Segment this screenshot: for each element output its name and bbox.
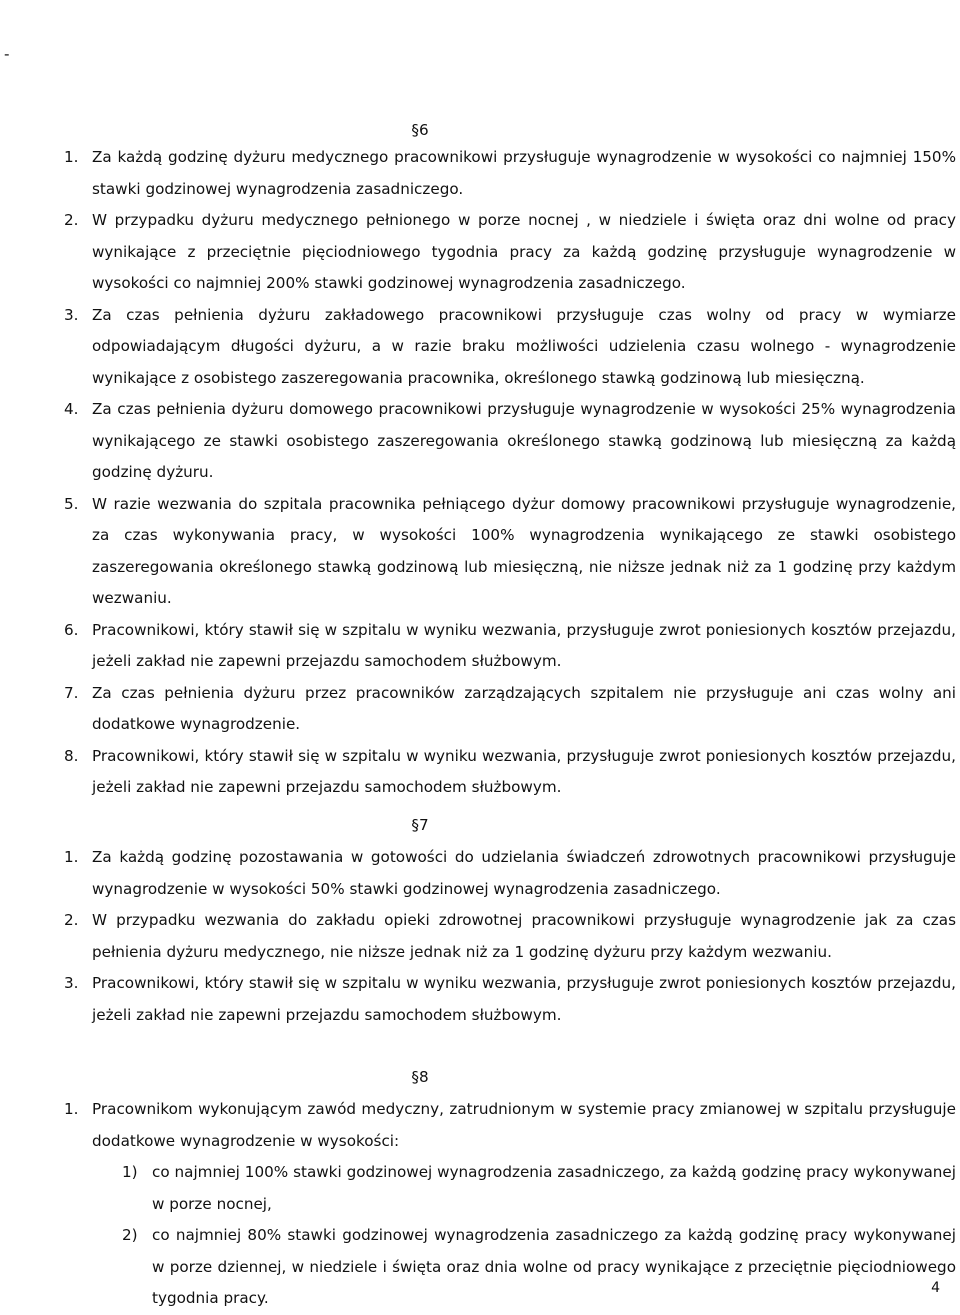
- list-item: [64, 489, 956, 615]
- item-number: 2.: [64, 911, 79, 929]
- item-number: 1.: [64, 848, 79, 866]
- item-number: 7.: [64, 683, 79, 702]
- sub-list: [64, 1157, 956, 1315]
- item-number: 6.: [64, 620, 79, 639]
- item-text: W przypadku wezwania do zakładu opieki zdrowotnej pracownikowi przysługuje wynagrodzenie jak za czas pełnienia dyżuru medycznego, nie niższe jednak niż za 1 godzinę dyżuru przy każdym wezwaniu.: [92, 911, 956, 961]
- item-number: 5.: [64, 494, 79, 513]
- list-item: [64, 615, 956, 678]
- list-item: [64, 905, 956, 968]
- list-item: [64, 142, 956, 205]
- sub-list-item: [64, 1157, 956, 1220]
- corner-mark: -: [4, 45, 10, 63]
- item-text: Za każdą godzinę dyżuru medycznego pracownikowi przysługuje wynagrodzenie w wysokości co najmniej 150% stawki godzinowej wynagrodzenia zasadniczego.: [92, 148, 956, 198]
- section-8-title: §8: [411, 1068, 429, 1086]
- item-number: 1.: [64, 1100, 79, 1118]
- item-text: Pracownikowi, który stawił się w szpitalu w wyniku wezwania, przysługuje zwrot poniesionych kosztów przejazdu, jeżeli zakład nie zapewni przejazdu samochodem służbowym.: [92, 620, 956, 670]
- item-number: 3.: [64, 305, 79, 324]
- item-text: Pracownikowi, który stawił się w szpitalu w wyniku wezwania, przysługuje zwrot poniesionych kosztów przejazdu, jeżeli zakład nie zapewni przejazdu samochodem służbowym.: [92, 746, 956, 796]
- section-7-title: §7: [411, 816, 429, 834]
- item-number: 4.: [64, 400, 79, 418]
- list-item: [64, 300, 956, 395]
- item-number: 3.: [64, 974, 79, 992]
- item-text: Za każdą godzinę pozostawania w gotowości do udzielania świadczeń zdrowotnych pracownikowi przysługuje wynagrodzenie w wysokości 50% stawki godzinowej wynagrodzenia zasadniczego.: [92, 848, 956, 898]
- section-8-list: [64, 1094, 956, 1315]
- sub-item-text: co najmniej 80% stawki godzinowej wynagrodzenia zasadniczego za każdą godzinę pracy wykonywanej w porze dziennej, w niedziele i święta oraz dnia wolne od pracy wynikające z przeciętnie pięciodniowego tygodnia pracy.: [152, 1226, 956, 1307]
- list-item: [64, 678, 956, 741]
- list-item: [64, 842, 956, 905]
- item-number: 8.: [64, 746, 79, 765]
- item-number: 2.: [64, 211, 79, 229]
- list-item: [64, 394, 956, 489]
- sub-item-text: co najmniej 100% stawki godzinowej wynagrodzenia zasadniczego, za każdą godzinę pracy wykonywanej w porze nocnej,: [152, 1163, 956, 1213]
- item-text: Za czas pełnienia dyżuru domowego pracownikowi przysługuje wynagrodzenie w wysokości 25% wynagrodzenia wynikającego ze stawki osobistego zaszeregowania określonego stawką godzinową lub miesięczną za każdą godzinę dyżuru.: [92, 400, 956, 481]
- section-7-list: [64, 842, 956, 1031]
- item-text: Pracownikom wykonującym zawód medyczny, zatrudnionym w systemie pracy zmianowej w szpitalu przysługuje dodatkowe wynagrodzenie w wysokości:: [92, 1100, 956, 1150]
- sub-item-number: 2): [122, 1226, 138, 1244]
- list-item: [64, 1094, 956, 1157]
- item-text: Za czas pełnienia dyżuru zakładowego pracownikowi przysługuje czas wolny od pracy w wymiarze odpowiadającym długości dyżuru, a w razie braku możliwości udzielenia czasu wolnego - wynagrodzenie wynikające z osobistego zaszeregowania pracownika, określonego stawką godzinową lub miesięczną.: [92, 305, 956, 387]
- section-6-list: [64, 142, 956, 804]
- list-item: [64, 205, 956, 300]
- list-item: [64, 741, 956, 804]
- sub-item-number: 1): [122, 1163, 138, 1181]
- item-number: 1.: [64, 148, 79, 166]
- item-text: W razie wezwania do szpitala pracownika pełniącego dyżur domowy pracownikowi przysługuje wynagrodzenie, za czas wykonywania pracy, w wysokości 100% wynagrodzenia wynikającego ze stawki osobistego zaszeregowania określonego stawką godzinową lub miesięczną, nie niższe jednak niż za 1 godzinę przy każdym wezwaniu.: [92, 494, 956, 607]
- item-text: Pracownikowi, który stawił się w szpitalu w wyniku wezwania, przysługuje zwrot poniesionych kosztów przejazdu, jeżeli zakład nie zapewni przejazdu samochodem służbowym.: [92, 974, 956, 1024]
- sub-list-item: [64, 1220, 956, 1315]
- item-text: W przypadku dyżuru medycznego pełnionego w porze nocnej , w niedziele i święta oraz dni wolne od pracy wynikające z przeciętnie pięciodniowego tygodnia pracy za każdą godzinę przysługuje wynagrodzenie w wysokości co najmniej 200% stawki godzinowej wynagrodzenia zasadniczego.: [92, 211, 956, 292]
- page-number: 4: [931, 1280, 940, 1296]
- list-item: [64, 968, 956, 1031]
- section-6-title: §6: [411, 121, 429, 139]
- item-text: Za czas pełnienia dyżuru przez pracowników zarządzających szpitalem nie przysługuje ani czas wolny ani dodatkowe wynagrodzenie.: [92, 683, 956, 733]
